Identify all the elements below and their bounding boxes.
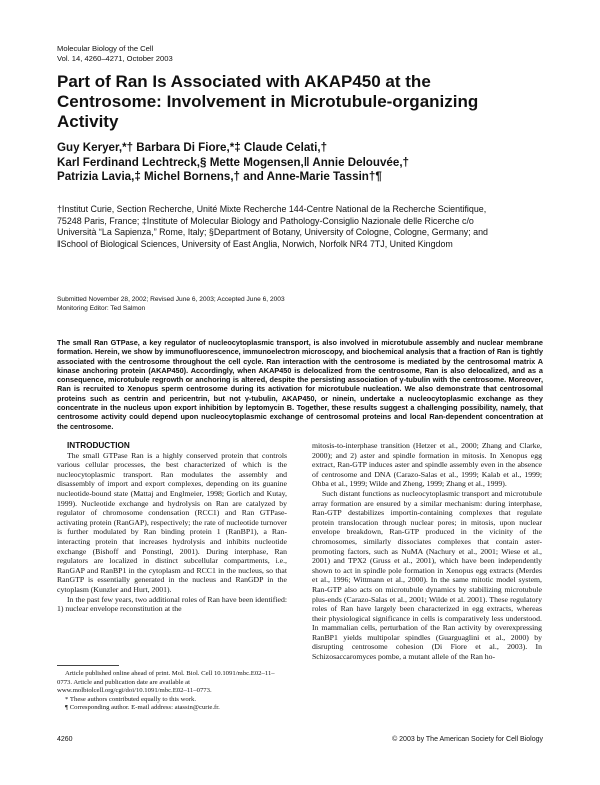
body-column-left	[57, 441, 287, 614]
submission-info	[57, 295, 285, 313]
journal-name: Molecular Biology of the Cell	[57, 44, 154, 53]
author: and Anne-Marie Tassin†¶	[243, 170, 382, 184]
paper-title: Part of Ran Is Associated with AKAP450 at the Centrosome: Involvement in Microtubule-organizing Activity	[57, 72, 479, 131]
submission-dates: Submitted November 28, 2002; Revised June 6, 2003; Accepted June 6, 2003	[57, 296, 285, 303]
author: Karl Ferdinand Lechtreck,§	[57, 155, 207, 169]
affiliations: †Institut Curie, Section Recherche, Unité Mixte Recherche 144-Centre National de la Recherche Scientifique, 75248 Paris, France; ‡Institute of Molecular Biology and Pathology-Consiglio Nazionale delle Ricerche c/o Università “La Sapienza,” Rome, Italy; §Department of Botany, University of Cologne, Cologne, Germany; and ‖School of Biological Sciences, University of East Anglia, Norwich, Norfolk NR4 7TJ, United Kingdom	[57, 204, 488, 249]
footnote: * These authors contributed equally to this work.	[65, 695, 197, 703]
abstract: The small Ran GTPase, a key regulator of nucleocytoplasmic transport, is also involved in microtubule assembly and nuclear membrane formation. Herein, we show by immunofluorescence, immunoelectron microscopy, and biochemical analysis that a fraction of Ran is tightly associated with the centrosome throughout the cell cycle. Ran interaction with the centrosome is mediated by the centrosomal matrix A kinase anchoring protein (AKAP450). Accordingly, when AKAP450 is delocalized from the centrosome, Ran is also delocalized, and as a consequence, microtubule regrowth or anchoring is altered, despite the persisting association of γ-tubulin with the centrosome. Moreover, Ran is recruited to Xenopus sperm centrosome during its activation for microtubule nucleation. We also demonstrate that centrosomal proteins such as centrin and pericentrin, but not γ-tubulin, AKAP450, or ninein, undertake a nucleocytoplasmic exchange as they concentrate in the nucleus upon export inhibition by leptomycin B. Together, these results suggest a challenging possibility, namely, that centrosome activity could depend upon nucleocytoplasmic exchange of centrosomal proteins and local Ran-dependent concentration at the centrosome.	[57, 338, 543, 431]
author: Annie Delouvée,†	[312, 155, 409, 169]
author: Michel Bornens,†	[144, 170, 241, 184]
author-list	[57, 141, 497, 185]
copyright: © 2003 by The American Society for Cell Biology	[392, 736, 543, 743]
author: Barbara Di Fiore,*‡	[136, 141, 241, 154]
author: Guy Keryer,*†	[57, 141, 134, 154]
monitoring-editor: Monitoring Editor: Ted Salmon	[57, 305, 146, 312]
body-column-right	[312, 441, 542, 662]
footnote: ¶ Corresponding author. E-mail address: atassin@curie.fr.	[65, 704, 220, 712]
body-paragraph: Such distant functions as nucleocytoplasmic transport and microtubule array formation are ensured by a similar mechanism: during interphase, Ran-GTP destabilizes importin-containing complexes that regulate protein translocation through nuclear pores; in mitosis, upon nuclear envelope breakdown, Ran-GTP produced in the vicinity of the chromosomes, similarly dissociates complexes that contain aster-promoting factors, such as NuMA (Nachury et al., 2001; Wiese et al., 2001) and TPX2 (Gruss et al., 2001), which have been independently shown to act in spindle pole formation in Xenopus egg extracts (Merdes et al., 1996; Wittmann et al., 2000). In the same mitotic model system, Ran-GTP also acts on microtubule dynamics by stabilizing microtubule plus-ends (Carazo-Salas et al., 2001; Wilde et al. 2001). These regulatory roles of Ran have largely been characterized in egg extracts, whereas their physiological significance in cells is comparatively less understood. In mammalian cells, perturbation of the Ran activity by overexpressing RanBP1 yields multipolar spindles (Guarguaglini et al., 2000) by disrupting centrosome cohesion (Di Fiore et al., 2003). In Schizosaccaromyces pombe, a mutant allele of the Ran ho-	[312, 488, 542, 662]
journal-header	[57, 44, 173, 64]
journal-volume: Vol. 14, 4260–4271, October 2003	[57, 54, 173, 63]
body-paragraph: mitosis-to-interphase transition (Hetzer et al., 2000; Zhang and Clarke, 2000); and 2) aster and spindle formation in mitosis. In Xenopus egg extract, Ran-GTP induces aster and spindle assembly even in the absence of centrosome and DNA (Carazo-Salas et al., 1999; Kalab et al., 1999; Ohba et al., 1999; Wilde and Zheng, 1999; Zhang et al., 1999).	[312, 441, 542, 489]
footnote-divider	[57, 665, 119, 666]
body-paragraph: The small GTPase Ran is a highly conserved protein that controls various cellular processes, the best characterized of which is the nucleocytoplasmic transport. Ran modulates the assembly and disassembly of import and export complexes, depending on its guanine nucleotide-bound state (Mattaj and Englmeier, 1998; Gorlich and Kutay, 1999). Nucleotide exchange and hydrolysis on Ran are catalyzed by regulator of chromosome condensation (RCC1) and Ran GTPase-activating protein (RanGAP), respectively; the rate of nucleotide turnover is further modulated by Ran binding protein 1 (RanBP1), a Ran-interacting protein that increases hydrolysis and inhibits nucleotide exchange (Bishoff and Ponstingl, 2001). During interphase, Ran regulators are localized in distinct subcellular compartments, i.e., RanGAP and RanBP1 in the cytoplasm and RCC1 in the nucleus, so that RanGTP is essentially generated in the nucleus and RanGDP in the cytoplasm (Kunzler and Hurt, 2001).	[57, 450, 287, 594]
body-paragraph: In the past few years, two additional roles of Ran have been identified: 1) nuclear envelope reconstitution at the	[57, 594, 287, 614]
footnotes	[57, 670, 289, 713]
page-number: 4260	[57, 736, 73, 743]
author: Mette Mogensen,‖	[209, 155, 310, 169]
author: Patrizia Lavia,‡	[57, 170, 141, 184]
author: Claude Celati,†	[243, 141, 328, 154]
section-heading-introduction: INTRODUCTION	[67, 441, 130, 450]
footnote: Article published online ahead of print. Mol. Biol. Cell 10.1091/mbc.E02–11–0773. Article and publication date are available at www.molbiolcell.org/cgi/doi/10.1091/mbc.E02–11–0773.	[57, 670, 275, 695]
